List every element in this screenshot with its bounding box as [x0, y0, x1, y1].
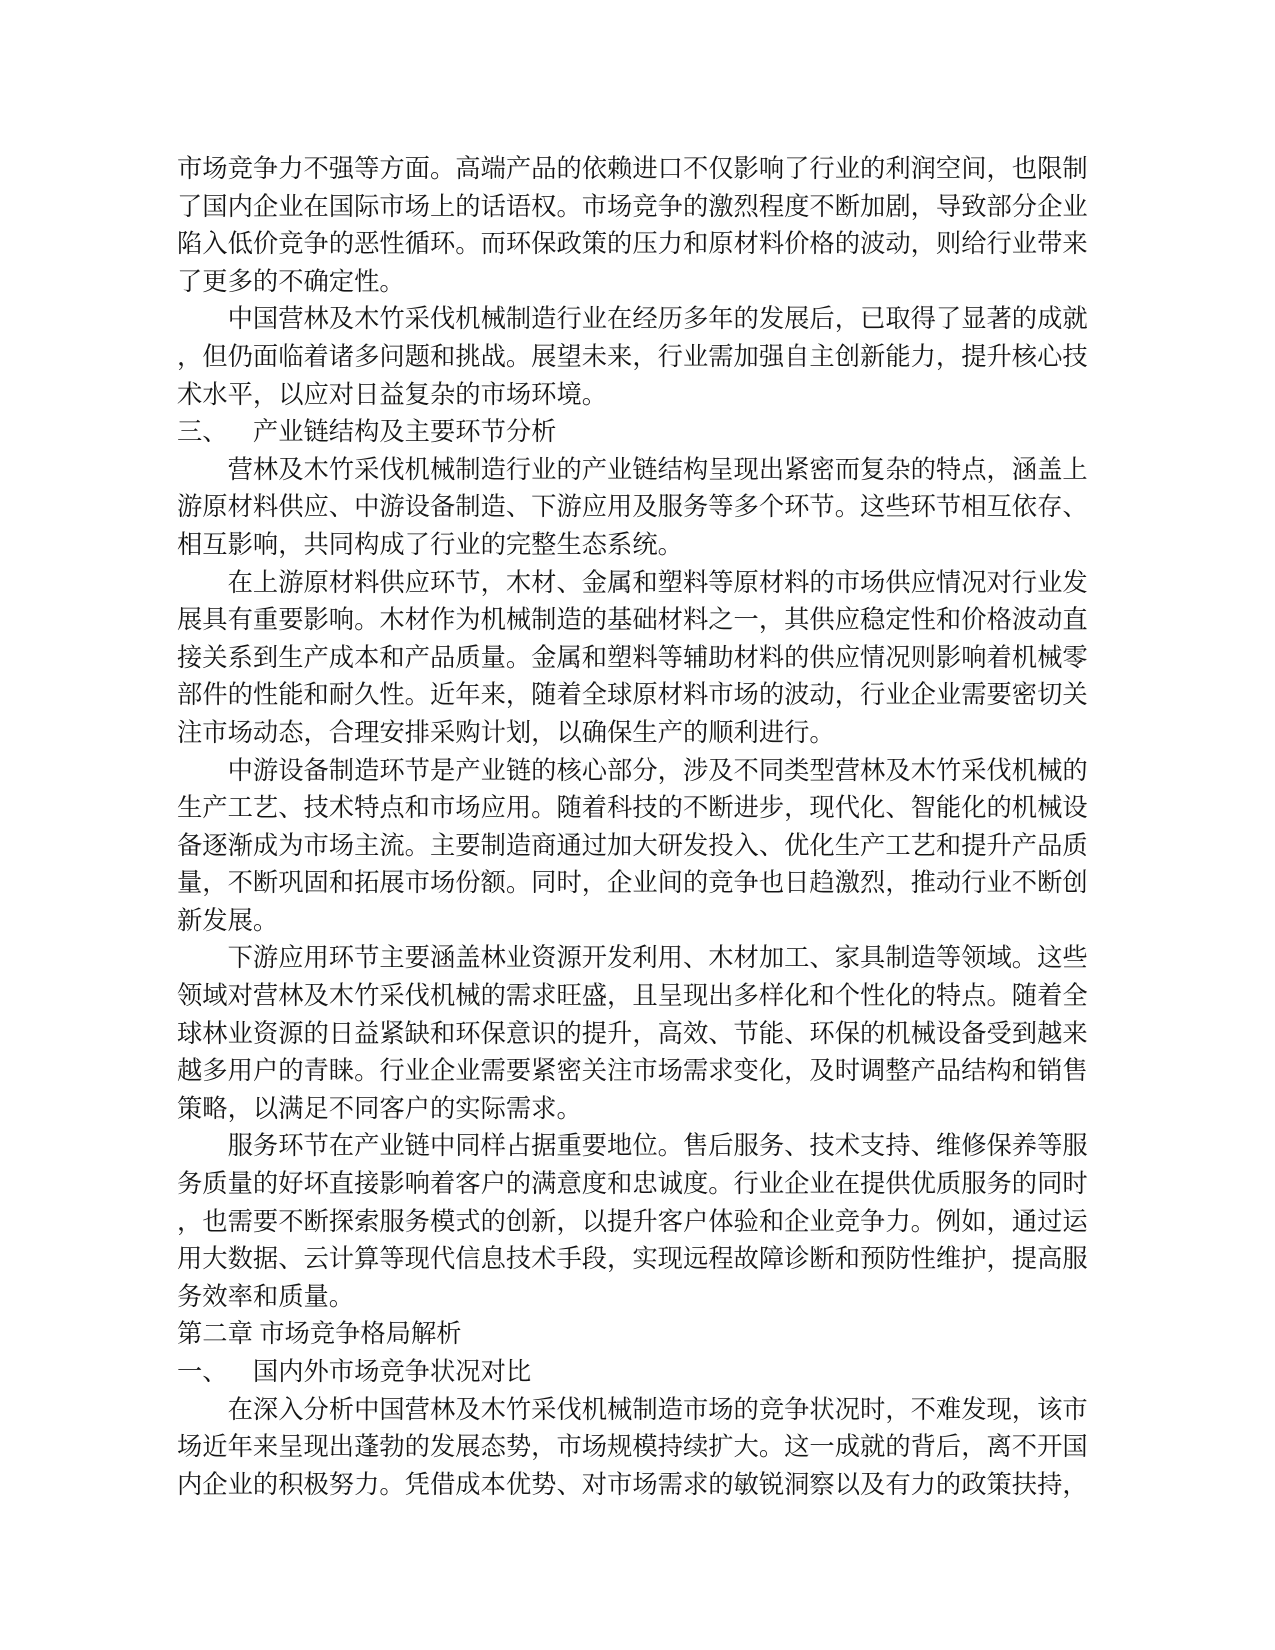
- text-line: 相互影响，共同构成了行业的完整生态系统。: [177, 530, 683, 559]
- text-line: 量，不断巩固和拓展市场份额。同时，企业间的竞争也日趋激烈，推动行业不断创: [177, 869, 1088, 898]
- text-line: 在深入分析中国营林及木竹采伐机械制造市场的竞争状况时，不难发现，该市: [227, 1395, 1088, 1424]
- text-line: 术水平，以应对日益复杂的市场环境。: [177, 380, 608, 409]
- text-line: 游原材料供应、中游设备制造、下游应用及服务等多个环节。这些环节相互依存、: [177, 493, 1088, 522]
- text-line: 营林及木竹采伐机械制造行业的产业链结构呈现出紧密而复杂的特点，涵盖上: [227, 455, 1088, 484]
- text-line: 场近年来呈现出蓬勃的发展态势，市场规模持续扩大。这一成就的背后，离不开国: [177, 1433, 1088, 1462]
- text-line: ，但仍面临着诸多问题和挑战。展望未来，行业需加强自主创新能力，提升核心技: [177, 342, 1088, 371]
- text-line: 中游设备制造环节是产业链的核心部分，涉及不同类型营林及木竹采伐机械的: [227, 756, 1088, 785]
- text-line: 在上游原材料供应环节，木材、金属和塑料等原材料的市场供应情况对行业发: [227, 568, 1088, 597]
- text-line: 务质量的好坏直接影响着客户的满意度和忠诚度。行业企业在提供优质服务的同时: [177, 1170, 1088, 1199]
- text-line: 展具有重要影响。木材作为机械制造的基础材料之一，其供应稳定性和价格波动直: [177, 606, 1088, 635]
- text-line: 服务环节在产业链中同样占据重要地位。售后服务、技术支持、维修保养等服: [227, 1132, 1088, 1161]
- text-line: 用大数据、云计算等现代信息技术手段，实现远程故障诊断和预防性维护，提高服: [177, 1245, 1088, 1274]
- heading-line: 第二章 市场竞争格局解析: [177, 1320, 462, 1349]
- text-line: 越多用户的青睐。行业企业需要紧密关注市场需求变化，及时调整产品结构和销售: [177, 1057, 1088, 1086]
- text-line: 注市场动态，合理安排采购计划，以确保生产的顺利进行。: [177, 718, 835, 747]
- text-line: 接关系到生产成本和产品质量。金属和塑料等辅助材料的供应情况则影响着机械零: [177, 643, 1088, 672]
- text-line: 内企业的积极努力。凭借成本优势、对市场需求的敏锐洞察以及有力的政策扶持，: [177, 1470, 1088, 1499]
- text-line: 中国营林及木竹采伐机械制造行业在经历多年的发展后，已取得了显著的成就: [227, 305, 1088, 334]
- text-line: 领域对营林及木竹采伐机械的需求旺盛，且呈现出多样化和个性化的特点。随着全: [177, 982, 1088, 1011]
- text-line: ，也需要不断探索服务模式的创新，以提升客户体验和企业竞争力。例如，通过运: [177, 1207, 1088, 1236]
- text-line: 策略，以满足不同客户的实际需求。: [177, 1094, 582, 1123]
- text-line: 球林业资源的日益紧缺和环保意识的提升，高效、节能、环保的机械设备受到越来: [177, 1019, 1088, 1048]
- text-line: 市场竞争力不强等方面。高端产品的依赖进口不仅影响了行业的利润空间，也限制: [177, 155, 1088, 183]
- heading-line: 三、 产业链结构及主要环节分析: [177, 418, 557, 447]
- text-line: 陷入低价竞争的恶性循环。而环保政策的压力和原材料价格的波动，则给行业带来: [177, 230, 1088, 259]
- text-line: 务效率和质量。: [177, 1282, 355, 1311]
- text-line: 新发展。: [177, 906, 279, 935]
- text-line: 生产工艺、技术特点和市场应用。随着科技的不断进步，现代化、智能化的机械设: [177, 794, 1088, 823]
- text-line: 备逐渐成为市场主流。主要制造商通过加大研发投入、优化生产工艺和提升产品质: [177, 831, 1088, 860]
- text-line: 下游应用环节主要涵盖林业资源开发利用、木材加工、家具制造等领域。这些: [227, 944, 1088, 973]
- text-line: 了更多的不确定性。: [177, 267, 405, 296]
- text-column: [177, 151, 1089, 1504]
- text-line: 了国内企业在国际市场上的话语权。市场竞争的激烈程度不断加剧，导致部分企业: [177, 192, 1088, 221]
- text-line: 部件的性能和耐久性。近年来，随着全球原材料市场的波动，行业企业需要密切关: [177, 681, 1088, 710]
- heading-line: 一、 国内外市场竞争状况对比: [177, 1358, 532, 1386]
